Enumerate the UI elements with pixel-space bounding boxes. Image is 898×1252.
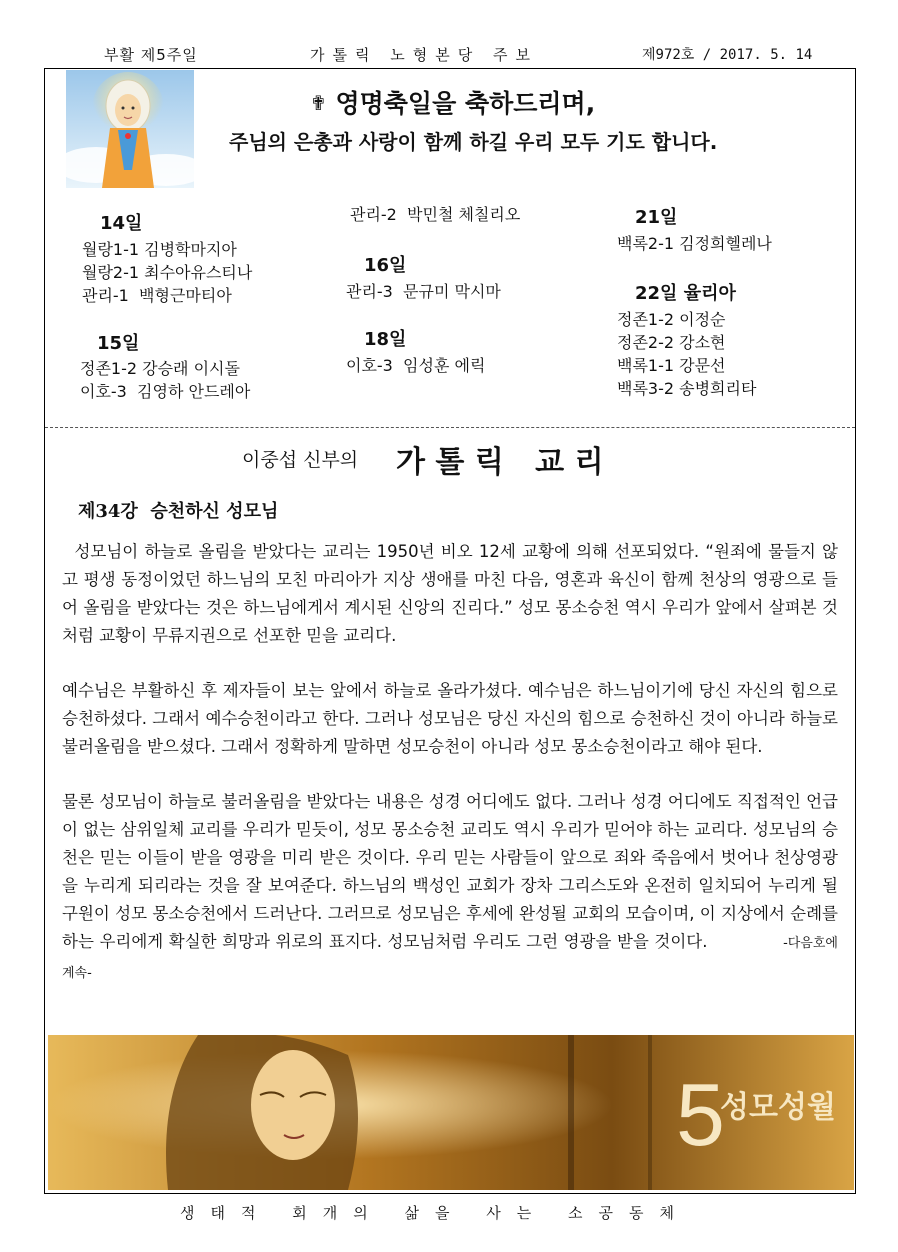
- feast-col1-names2: [80, 357, 250, 403]
- feast-name: 백록1-1 강문선: [617, 356, 726, 375]
- feast-name: 백록3-2 송병희리타: [617, 379, 757, 398]
- article-paragraph: [62, 788, 838, 988]
- feast-greeting-title: [310, 84, 595, 120]
- cross-icon: ✟: [310, 91, 327, 115]
- feast-name: 정존2-2 강소현: [617, 333, 726, 352]
- virgin-mary-illustration: [66, 70, 194, 188]
- continued-note: -다음호에 계속-: [62, 936, 838, 981]
- article-title: 가 톨 릭 교 리: [396, 445, 604, 480]
- feast-col3-names1: [617, 232, 772, 255]
- feast-col1-day2: [97, 332, 139, 355]
- feast-name: 정존1-2 강승래 이시돌: [80, 359, 240, 378]
- article-paragraph: 성모님이 하늘로 올림을 받았다는 교리는 1950년 비오 12세 교황에 의해 선포되었다. “원죄에 물들지 않고 평생 동정이었던 하느님의 모친 마리아가 지상 생애를 마친 다음, 영혼과 육신이 함께 천상의 영광으로 들어 올림을 받았다는 것은 하느님에게서 계시된 신앙의 진리다.” 성모 몽소승천 역시 우리가 앞에서 살펴본 것처럼 교황이 무류지권으로 선포한 믿을 교리다.: [62, 542, 838, 645]
- feast-col3-day2: [635, 282, 736, 305]
- feast-col1-names1: [82, 238, 252, 307]
- banner-text: 성모성월: [720, 1091, 836, 1124]
- feast-day-label: 16일: [364, 255, 407, 276]
- may-marian-month-banner: [48, 1035, 854, 1190]
- feast-day-label: 14일: [100, 213, 143, 234]
- feast-day-label: 22일 율리아: [635, 283, 736, 304]
- feast-col2-day1: [364, 254, 406, 277]
- article-paragraph-text: 물론 성모님이 하늘로 불러올림을 받았다는 내용은 성경 어디에도 없다. 그러나 성경 어디에도 직접적인 언급이 없는 삼위일체 교리를 우리가 믿듯이, 성모 몽소승천 교리도 역시 우리가 믿어야 하는 교리다. 성모님의 승천은 믿는 이들이 받을 영광을 미리 받은 것이다. 우리 믿는 사람들이 앞으로 죄와 죽음에서 벗어나 천상영광을 누리게 되리라는 것을 잘 보여준다. 하느님의 백성인 교회가 장차 그리스도와 온전히 일치되어 누리게 될 구원이 성모 몽소승천에서 드러난다. 그러므로 성모님은 후세에 완성될 교회의 모습이며, 이 지상에서 순례를 하는 우리에게 확실한 희망과 위로의 표지다. 성모님처럼 우리도 그런 영광을 받을 것이다.: [62, 792, 838, 951]
- feast-name: 정존1-2 이정순: [617, 310, 726, 329]
- feast-name: 관리-3 문규미 막시마: [346, 282, 501, 301]
- feast-day-label: 15일: [97, 333, 140, 354]
- article-paragraph: 예수님은 부활하신 후 제자들이 보는 앞에서 하늘로 올라가셨다. 예수님은 하느님이기에 당신 자신의 힘으로 승천하셨다. 그래서 예수승천이라고 한다. 그러나 성모님은 당신 자신의 힘으로 승천하신 것이 아니라 하늘로 불러올림을 받으셨다. 그래서 정확하게 말하면 성모승천이 아니라 성모 몽소승천이라고 해야 된다.: [62, 681, 838, 756]
- article-body: [62, 538, 838, 988]
- greeting-line2: 주님의 은총과 사랑이 함께 하길 우리 모두 기도 합니다.: [229, 130, 718, 154]
- feast-col2-day2: [364, 328, 406, 351]
- feast-name: 백록2-1 김정희헬레나: [617, 234, 772, 253]
- feast-col2-names2: [346, 354, 485, 377]
- header-week: 부활 제5주일: [104, 46, 198, 64]
- feast-name: 월랑2-1 최수아유스티나: [82, 263, 253, 282]
- footer-slogan: 생태적 회개의 삶을 사는 소공동체: [180, 1204, 690, 1222]
- feast-name: 관리-2 박민철 체칠리오: [350, 205, 521, 224]
- feast-name: 관리-1 백형근마티아: [82, 286, 232, 305]
- section-divider: [45, 427, 855, 428]
- lesson-title: 제34강 승천하신 성모님: [78, 501, 279, 522]
- feast-col2-top: [350, 203, 520, 226]
- banner-number: 5: [676, 1065, 725, 1164]
- feast-day-label: 21일: [635, 207, 678, 228]
- feast-name: 월랑1-1 김병학마지아: [82, 240, 237, 259]
- header-bulletin-name: 가톨릭 노형본당 주보: [310, 46, 538, 64]
- feast-col3-names2: [617, 308, 756, 400]
- article-author: 이중섭 신부의: [242, 449, 359, 471]
- feast-name: 이호-3 김영하 안드레아: [80, 382, 251, 401]
- feast-col2-names1: [346, 280, 501, 303]
- feast-col1-day1: [100, 212, 142, 235]
- feast-col3-day1: [635, 206, 677, 229]
- header-issue: 제972호 / 2017. 5. 14: [642, 47, 813, 63]
- feast-name: 이호-3 임성훈 에릭: [346, 356, 486, 375]
- feast-day-label: 18일: [364, 329, 407, 350]
- greeting-line1: 영명축일을 축하드리며,: [335, 89, 596, 118]
